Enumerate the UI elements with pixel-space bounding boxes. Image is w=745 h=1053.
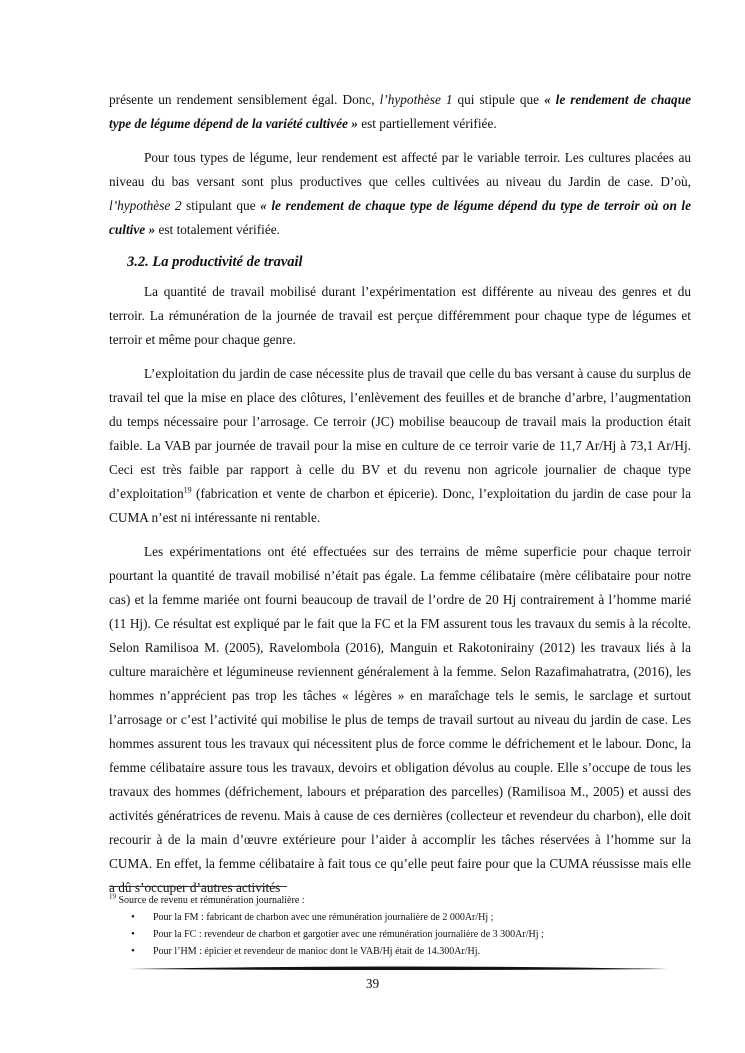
page-body bbox=[109, 88, 691, 910]
paragraph-3: La quantité de travail mobilisé durant l’expérimentation est différente au niveau des genres et du terroir. La rémunération de la journée de travail est perçue différemment pour chaque type de légumes et terroir et même pour chaque genre. bbox=[109, 284, 691, 347]
footnote-list bbox=[109, 909, 691, 960]
paragraph-1: présente un rendement sensiblement égal. Donc, l’hypothèse 1 qui stipule que « le rendement de chaque type de légume dépend de la variété cultivée » est partiellement vérifiée. bbox=[109, 92, 692, 131]
footnote-title: $^{19}$ Source de revenu et rémunération journalière : bbox=[109, 892, 305, 906]
paragraph-5: Les expérimentations ont été effectuées sur des terrains de même superficie pour chaque terroir pourtant la quantité de travail mobilisé n’était pas égale. La femme célibataire (mère célibataire pour notre cas) et la femme mariée ont fourni beaucoup de travail de l’ordre de 20 Hj contrairement à l’homme marié (11 Hj). Ce résultat est expliqué par le fait que la FC et la FM assurent tous les travaux du semis à la récolte. Selon Ramilisoa M. (2005), Ravelombola (2016), Manguin et Rakotonirainy (2012) les travaux liés à la culture maraichère et légumineuse reviennent généralement à la femme. Selon Razafimahatratra, (2016), les hommes n’apprécient pas trop les tâches « légères » en maraîchage tels le semis, le sarclage et surtout l’arrosage or c’est l’activité qui mobilise le plus de temps de travail surtout au niveau du jardin de case. Les hommes assurent tous les travaux qui nécessitent plus de force comme le défrichement et le labour. Donc, la femme célibataire assure tous les travaux, devoirs et obligation dévolus au couple. Elle s’occupe de tous les travaux des hommes (défrichement, labours et préparation des parcelles) (Ramilisoa M., 2005) et aussi des activités génératrices de revenu. Mais à cause de ces dernières (collecteur et revendeur du charbon), elle doit recourir à de la main d’œuvre extérieure pour l’aider à accomplir les tâches réservées à l’homme sur la CUMA. En effet, la femme célibataire à fait tous ce qu’elle peut faire pour que la CUMA réussisse mais elle a dû s’occuper d’autres activités bbox=[109, 544, 691, 895]
footnote-item: • Pour la FM : fabricant de charbon avec une rémunération journalière de 2 000Ar/Hj ; bbox=[153, 909, 691, 926]
hypothesis-1-label: l’hypothèse 1 bbox=[379, 92, 453, 107]
section-heading: 3.2. La productivité de travail bbox=[127, 254, 303, 270]
footnote-divider bbox=[109, 886, 287, 887]
page-number: 39 bbox=[365, 976, 380, 991]
hypothesis-1-quote: « le rendement de chaque type de légume dépend de la variété cultivée » bbox=[109, 92, 692, 131]
footnote-item: • Pour la FC : revendeur de charbon et gargotier avec une rémunération journalière de 3 300Ar/Hj ; bbox=[153, 926, 691, 943]
paragraph-4: L’exploitation du jardin de case nécessite plus de travail que celle du bas versant à cause du surplus de travail tel que la mise en place des clôtures, l’enlèvement des feuilles et de branche d’arbre, l’augmentation du temps nécessaire pour l’arrosage. Ce terroir (JC) mobilise beaucoup de travail mais la production était faible. La VAB par journée de travail pour la mise en culture de ce terroir varie de 11,7 Ar/Hj à 73,1 Ar/Hj. Ceci est très faible par rapport à celle du BV et du revenu non agricole journalier de chaque type d’exploitation$^{19}$ (fabrication et vente de charbon et épicerie). Donc, l’exploitation du jardin de case pour la CUMA n’est ni intéressante ni rentable. bbox=[109, 366, 691, 525]
hypothesis-2-quote: « le rendement de chaque type de légume dépend du type de terroir où on le cultive » bbox=[109, 198, 691, 237]
decorative-divider bbox=[128, 964, 668, 972]
footnotes bbox=[109, 892, 691, 960]
footnote-ref[interactable]: 19 bbox=[183, 485, 192, 495]
hypothesis-2-label: l’hypothèse 2 bbox=[109, 198, 182, 213]
footnote-item: • Pour l’HM : épicier et revendeur de manioc dont le VAB/Hj était de 14.300Ar/Hj. bbox=[153, 943, 691, 960]
paragraph-2: Pour tous types de légume, leur rendement est affecté par le variable terroir. Les cultures placées au niveau du bas versant sont plus productives que celles cultivées au niveau du Jardin de case. D’où, l’hypothèse 2 stipulant que « le rendement de chaque type de légume dépend du type de terroir où on le cultive » est totalement vérifiée. bbox=[109, 150, 691, 237]
